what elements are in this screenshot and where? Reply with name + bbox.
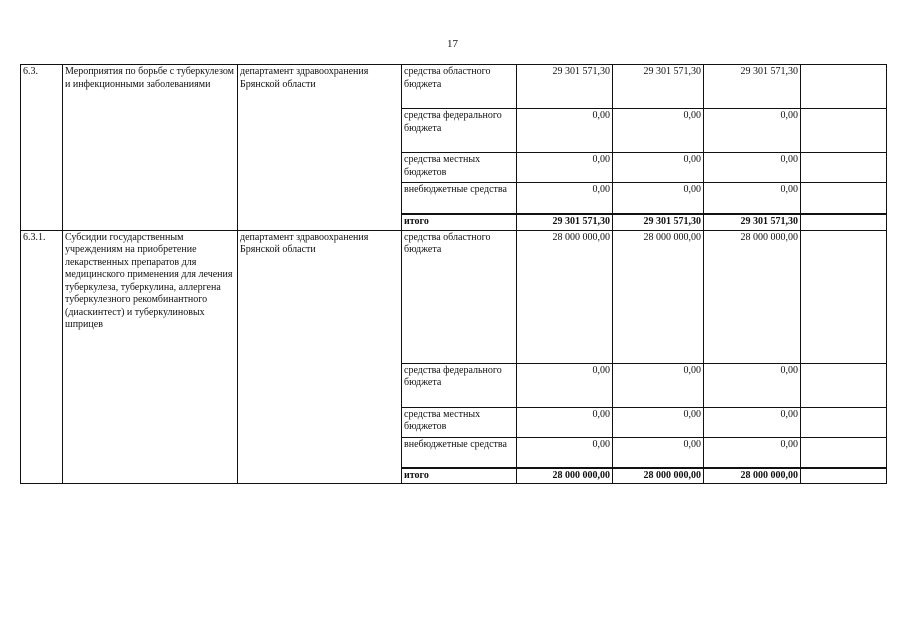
amount-year-3: 0,00 [704, 407, 801, 437]
funding-source: средства местных бюджетов [402, 407, 517, 437]
amount-year-3: 28 000 000,00 [704, 468, 801, 484]
funding-source-total: итого [402, 468, 517, 484]
empty-cell [801, 109, 887, 153]
row-code: 6.3. [21, 65, 63, 231]
executor: департамент здравоохранения Брянской области [238, 230, 402, 484]
empty-cell [801, 407, 887, 437]
amount-year-2: 29 301 571,30 [613, 214, 704, 230]
amount-year-2: 0,00 [613, 183, 704, 215]
funding-source: средства федерального бюджета [402, 109, 517, 153]
funding-source: внебюджетные средства [402, 183, 517, 215]
amount-year-1: 0,00 [517, 183, 613, 215]
measure-name: Субсидии государственным учреждениям на приобретение лекарственных препаратов для медицинского применения для лечения туберкулеза, туберкулина, аллергена туберкулезного рекомбинантного (диаскинтест) и туберкулиновых шприцев [63, 230, 238, 484]
amount-year-2: 0,00 [613, 153, 704, 183]
amount-year-3: 0,00 [704, 363, 801, 407]
funding-source: средства областного бюджета [402, 65, 517, 109]
empty-cell [801, 183, 887, 215]
funding-source-total: итого [402, 214, 517, 230]
amount-year-1: 0,00 [517, 437, 613, 468]
table-row [21, 230, 887, 363]
amount-year-3: 0,00 [704, 437, 801, 468]
executor: департамент здравоохранения Брянской области [238, 65, 402, 231]
amount-year-3: 0,00 [704, 153, 801, 183]
amount-year-1: 0,00 [517, 407, 613, 437]
amount-year-2: 28 000 000,00 [613, 230, 704, 363]
amount-year-2: 0,00 [613, 109, 704, 153]
empty-cell [801, 230, 887, 363]
row-code: 6.3.1. [21, 230, 63, 484]
amount-year-3: 29 301 571,30 [704, 65, 801, 109]
funding-source: внебюджетные средства [402, 437, 517, 468]
amount-year-2: 28 000 000,00 [613, 468, 704, 484]
amount-year-1: 0,00 [517, 363, 613, 407]
funding-source: средства областного бюджета [402, 230, 517, 363]
amount-year-2: 0,00 [613, 407, 704, 437]
empty-cell [801, 214, 887, 230]
amount-year-2: 0,00 [613, 437, 704, 468]
funding-source: средства федерального бюджета [402, 363, 517, 407]
amount-year-2: 29 301 571,30 [613, 65, 704, 109]
empty-cell [801, 65, 887, 109]
amount-year-3: 29 301 571,30 [704, 214, 801, 230]
amount-year-1: 0,00 [517, 109, 613, 153]
empty-cell [801, 437, 887, 468]
amount-year-1: 0,00 [517, 153, 613, 183]
table-row [21, 65, 887, 109]
funding-source: средства местных бюджетов [402, 153, 517, 183]
amount-year-3: 0,00 [704, 183, 801, 215]
page-number: 17 [447, 38, 458, 50]
empty-cell [801, 363, 887, 407]
amount-year-1: 29 301 571,30 [517, 214, 613, 230]
empty-cell [801, 153, 887, 183]
empty-cell [801, 468, 887, 484]
measure-name: Мероприятия по борьбе с туберкулезом и инфекционными заболеваниями [63, 65, 238, 231]
amount-year-1: 28 000 000,00 [517, 468, 613, 484]
amount-year-3: 0,00 [704, 109, 801, 153]
amount-year-1: 28 000 000,00 [517, 230, 613, 363]
budget-table [20, 64, 887, 484]
amount-year-3: 28 000 000,00 [704, 230, 801, 363]
amount-year-1: 29 301 571,30 [517, 65, 613, 109]
amount-year-2: 0,00 [613, 363, 704, 407]
